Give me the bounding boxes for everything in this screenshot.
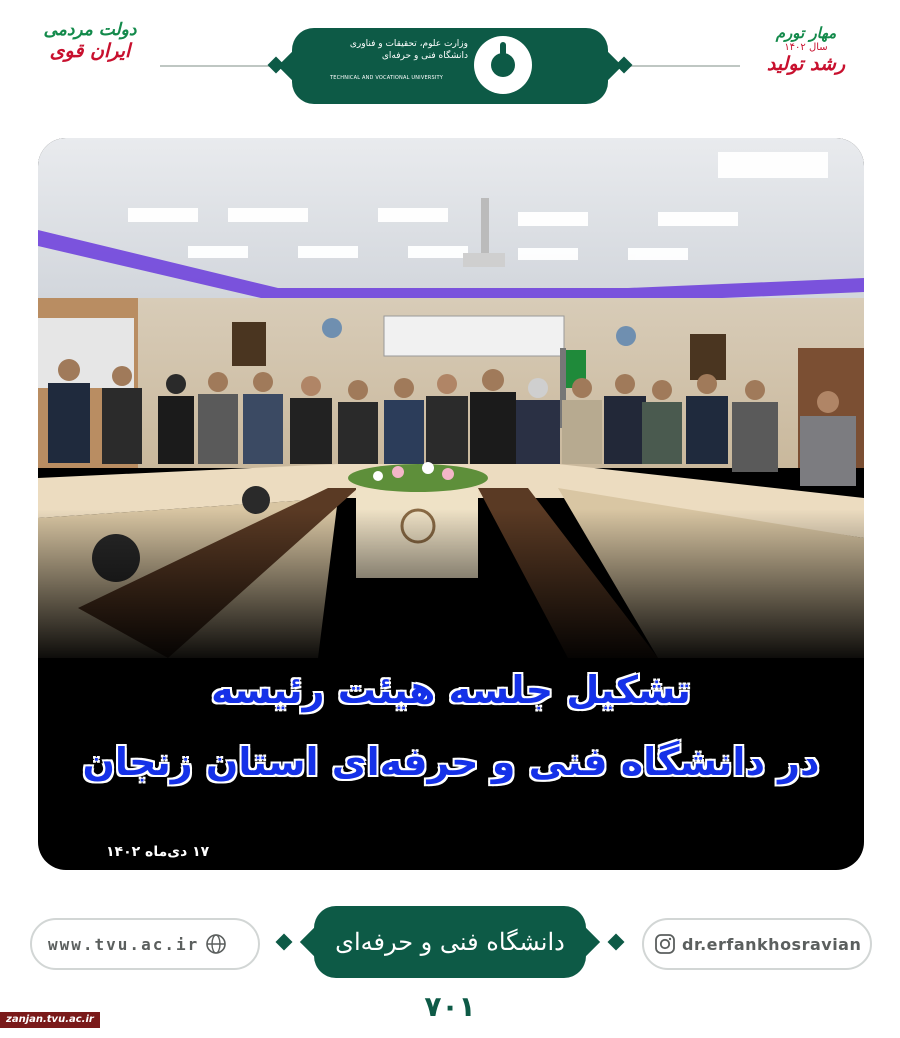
slogan-left (30, 20, 150, 116)
instagram-icon (654, 933, 676, 955)
website-pill[interactable] (30, 918, 260, 970)
slogan-left-line1: دولت مردمی (43, 20, 137, 40)
slogan-right-year: سال ۱۴۰۲ (784, 42, 828, 53)
news-card (38, 138, 864, 870)
university-name-plate: دانشگاه فنی و حرفه‌ای (314, 906, 586, 978)
website-link[interactable]: www.tvu.ac.ir (48, 934, 200, 954)
ministry-english: TECHNICAL AND VOCATIONAL UNIVERSITY (330, 75, 444, 81)
headline-line2: در دانشگاه فنی و حرفه‌ای استان زنجان (82, 740, 820, 784)
post-number: ۷۰۱ (424, 990, 476, 1023)
instagram-handle[interactable]: dr.erfankhosravian (682, 934, 862, 954)
footer-divider-dot (608, 934, 625, 951)
headline-line1: تشکیل جلسه هیئت رئیسه (211, 668, 691, 712)
university-logo-icon (474, 36, 532, 94)
ministry-line2: دانشگاه فنی و حرفه‌ای (381, 51, 468, 61)
slogan-left-line2: ایران قوی (49, 40, 131, 62)
divider-left (160, 65, 278, 67)
divider-right (622, 65, 740, 67)
footer-divider-dot (276, 934, 293, 951)
post-date: ۱۷ دی‌ماه ۱۴۰۲ (106, 844, 210, 860)
slogan-right-line2: رشد تولید (766, 53, 846, 75)
meeting-photo (38, 138, 864, 668)
source-watermark: zanjan.tvu.ac.ir (0, 1012, 100, 1028)
ministry-line1: وزارت علوم، تحقیقات و فناوری (349, 39, 468, 49)
instagram-pill[interactable] (642, 918, 872, 970)
slogan-right (756, 24, 856, 120)
globe-icon (205, 933, 227, 955)
slogan-right-line1: مهار تورم (775, 24, 837, 42)
header (0, 0, 900, 130)
ministry-text (330, 38, 468, 84)
